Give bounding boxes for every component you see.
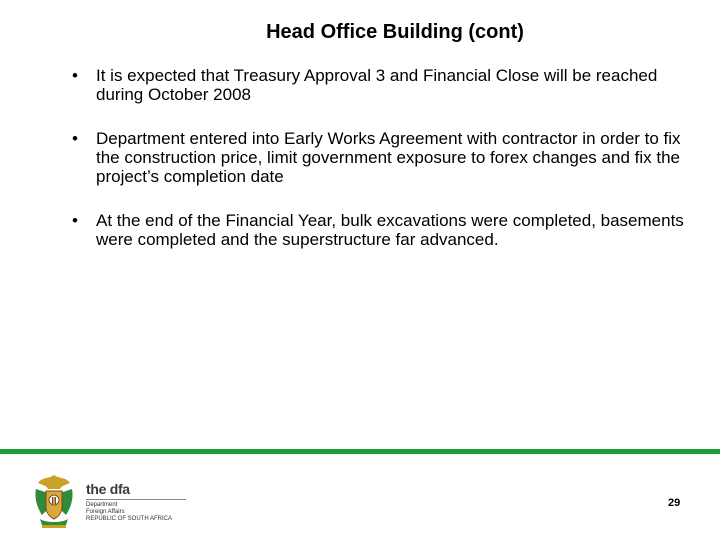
country-line: REPUBLIC OF SOUTH AFRICA (86, 516, 173, 522)
footer (0, 454, 720, 540)
coat-of-arms-icon (32, 473, 76, 529)
bullet-item (70, 66, 690, 104)
logo-rule (86, 499, 186, 500)
dfa-logo-text: the dfa (86, 481, 130, 497)
bullet-marker: • (72, 129, 78, 148)
bullet-list (70, 66, 690, 274)
bullet-marker: • (72, 211, 78, 230)
department-line: Department (86, 502, 118, 508)
bullet-text: At the end of the Financial Year, bulk excavations were completed, basements were completed and the superstructure far advanced. (96, 211, 684, 249)
bullet-item (70, 211, 690, 249)
bullet-item (70, 129, 690, 186)
bullet-text: Department entered into Early Works Agreement with contractor in order to fix the construction price, limit government exposure to forex changes and fix the project’s completion date (96, 129, 681, 186)
bullet-marker: • (72, 66, 78, 85)
page-number: 29 (668, 497, 681, 509)
slide-title: Head Office Building (cont) (266, 21, 524, 43)
bullet-text: It is expected that Treasury Approval 3 and Financial Close will be reached during October 2008 (96, 66, 658, 104)
department-line: Foreign Affairs (86, 509, 125, 515)
